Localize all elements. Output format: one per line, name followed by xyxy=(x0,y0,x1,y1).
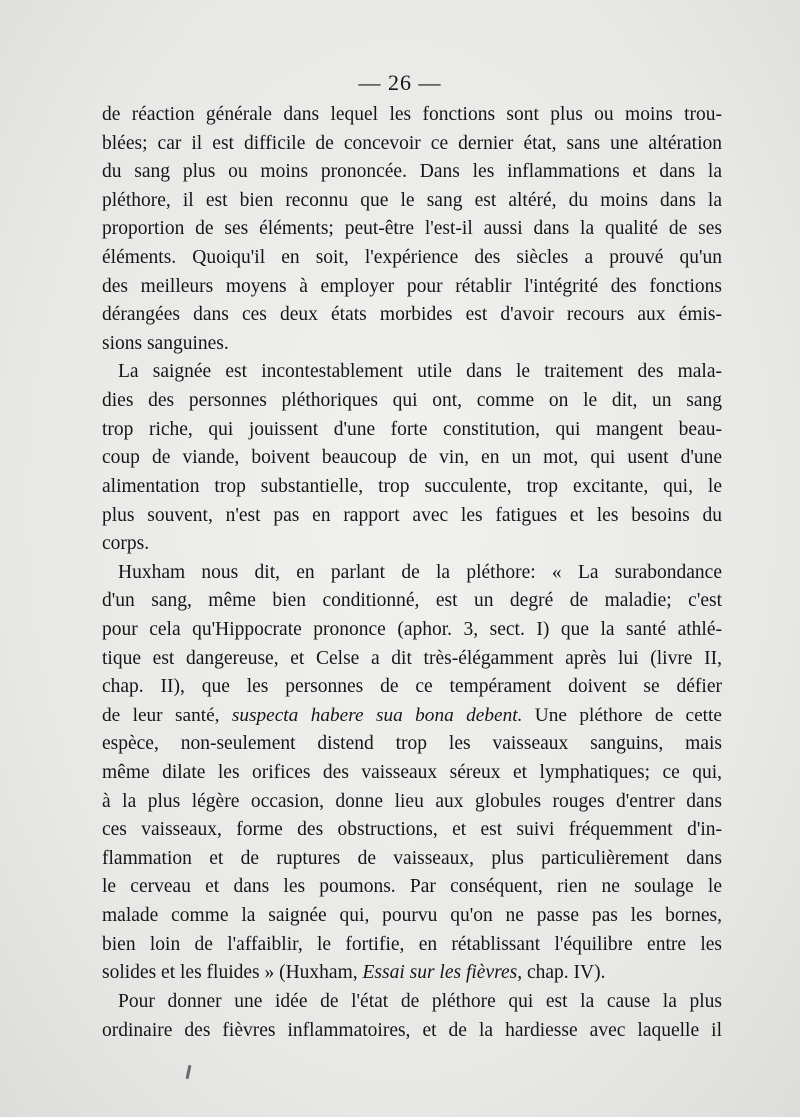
text-line: ces vaisseaux, forme des obstructions, et est suivi fréquemment d'in- xyxy=(102,819,722,841)
ink-mark xyxy=(186,1065,192,1079)
text-line: d'un sang, même bien conditionné, est un degré de maladie; c'est xyxy=(102,590,722,612)
latin-quote: suspecta habere sua bona debent. xyxy=(231,704,523,726)
text-line: du sang plus ou moins prononcée. Dans les inflammations et dans la xyxy=(102,161,722,183)
text-line-mixed xyxy=(102,959,722,988)
text-line: tique est dangereuse, et Celse a dit très-élégamment après lui (livre II, xyxy=(102,647,722,669)
text-line: malade comme la saignée qui, pourvu qu'on ne passe pas les bornes, xyxy=(102,905,722,927)
text-line: corps. xyxy=(102,533,150,555)
text-line: sions sanguines. xyxy=(102,332,229,354)
text-segment: solides et les fluides » (Huxham, xyxy=(102,962,358,984)
text-line: le cerveau et dans les poumons. Par conséquent, rien ne soulage le xyxy=(102,876,722,898)
text-line: pour cela qu'Hippocrate prononce (aphor. 3, sect. I) que la santé athlé- xyxy=(102,618,722,640)
text-segment: de leur santé, xyxy=(102,704,220,726)
text-line: des meilleurs moyens à employer pour rétablir l'intégrité des fonctions xyxy=(102,275,722,297)
text-line: Huxham nous dit, en parlant de la pléthore: « La surabondance xyxy=(118,561,722,583)
text-line: pléthore, il est bien reconnu que le sang est altéré, du moins dans la xyxy=(102,189,722,211)
text-line: Pour donner une idée de l'état de pléthore qui est la cause la plus xyxy=(118,990,722,1012)
text-segment: Une pléthore de cette xyxy=(534,704,722,726)
page-number: — 26 — xyxy=(358,70,442,95)
text-line: chap. II), que les personnes de ce tempérament doivent se défier xyxy=(102,676,722,698)
text-line: même dilate les orifices des vaisseaux séreux et lymphatiques; ce qui, xyxy=(102,762,722,784)
text-line: dies des personnes pléthoriques qui ont, comme on le dit, un sang xyxy=(102,390,722,412)
text-line: plus souvent, n'est pas en rapport avec les fatigues et les besoins du xyxy=(102,504,722,526)
text-line: éléments. Quoiqu'il en soit, l'expérience des siècles a prouvé qu'un xyxy=(102,247,722,269)
text-line: La saignée est incontestablement utile dans le traitement des mala- xyxy=(118,361,722,383)
text-line: flammation et de ruptures de vaisseaux, plus particulièrement dans xyxy=(102,847,722,869)
text-line: ordinaire des fièvres inflammatoires, et de la hardiesse avec laquelle il xyxy=(102,1019,722,1041)
text-line: alimentation trop substantielle, trop succulente, trop excitante, qui, le xyxy=(102,475,722,497)
text-line: de réaction générale dans lequel les fonctions sont plus ou moins trou- xyxy=(102,104,722,125)
text-line: espèce, non-seulement distend trop les vaisseaux sanguins, mais xyxy=(102,733,722,755)
text-segment: chap. IV). xyxy=(526,962,606,984)
body-text xyxy=(102,101,722,1045)
text-line: à la plus légère occasion, donne lieu aux globules rouges d'entrer dans xyxy=(102,790,722,812)
text-line: dérangées dans ces deux états morbides est d'avoir recours aux émis- xyxy=(102,304,722,326)
text-line: coup de viande, boivent beaucoup de vin, en un mot, qui usent d'une xyxy=(102,447,722,469)
book-title: Essai sur les fièvres, xyxy=(362,962,523,984)
text-line-mixed xyxy=(102,702,722,731)
text-line: blées; car il est difficile de concevoir ce dernier état, sans une altération xyxy=(102,132,722,154)
text-line: proportion de ses éléments; peut-être l'est-il aussi dans la qualité de ses xyxy=(102,218,722,240)
text-line: bien loin de l'affaiblir, le fortifie, en rétablissant l'équilibre entre les xyxy=(102,933,722,955)
text-line: trop riche, qui jouissent d'une forte constitution, qui mangent beau- xyxy=(102,418,722,440)
